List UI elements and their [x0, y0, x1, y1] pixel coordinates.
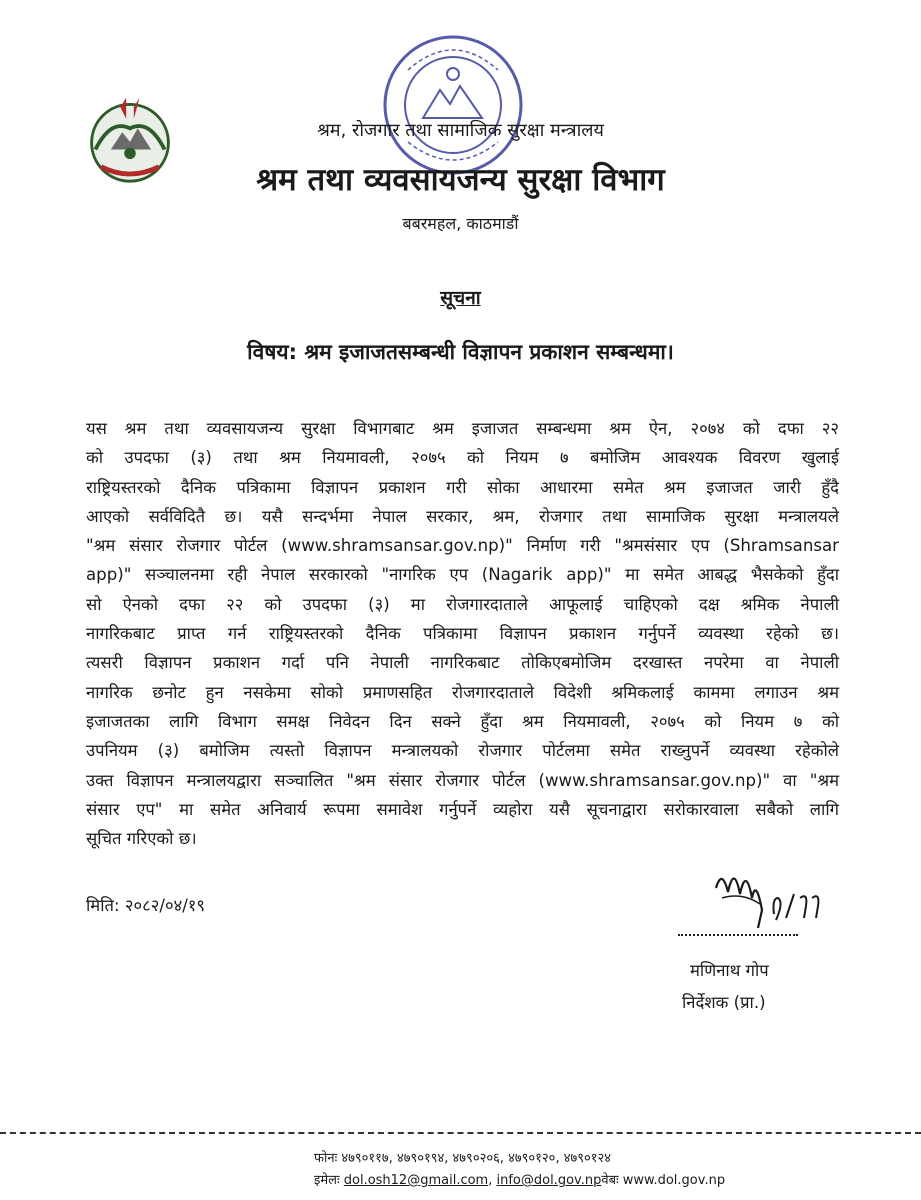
body-line: "श्रम संसार रोजगार पोर्टल (www.shramsansar.gov.np)" निर्माण गरी "श्रमसंसार एप (Shramsansar — [86, 536, 839, 556]
body-line: संसार एप" मा समेत अनिवार्य रूपमा समावेश गर्नुपर्ने व्यहोरा यसै सूचनाद्वारा सरोकारवाला सबैको लागि — [86, 799, 839, 819]
office-address: बबरमहल, काठमाडौं — [402, 214, 519, 233]
notice-date: मिति: २०८२/०४/१९ — [86, 896, 206, 915]
notice-title: सूचना — [440, 287, 481, 309]
email-link-2[interactable]: info@dol.gov.np — [496, 1173, 602, 1188]
body-line: आएको सर्वविदितै छ। यसै सन्दर्भमा नेपाल सरकार, श्रम, रोजगार तथा सामाजिक सुरक्षा मन्त्रालयले — [86, 506, 839, 526]
footer-divider — [0, 1132, 921, 1134]
body-line: सो ऐनको दफा २२ को उपदफा (३) मा रोजगारदाताले आफूलाई चाहिएको दक्ष श्रमिक नेपाली — [86, 594, 839, 614]
body-line: नागरिक छनोट हुन नसकेमा सोको प्रमाणसहित रोजगारदाताले विदेशी श्रमिकलाई काममा लगाउन श्रम — [86, 682, 839, 702]
notice-subject: विषय: श्रम इजाजतसम्बन्धी विज्ञापन प्रकाशन सम्बन्धमा। — [247, 340, 674, 364]
body-line: को उपदफा (३) तथा श्रम नियमावली, २०७५ को नियम ७ बमोजिम आवश्यक विवरण खुलाई — [86, 448, 839, 468]
body-line: यस श्रम तथा व्यवसायजन्य सुरक्षा विभागबाट श्रम इजाजत सम्बन्धमा श्रम ऐन, २०७४ को दफा २२ — [86, 419, 839, 438]
footer-contacts: इमेलः dol.osh12@gmail.com, info@dol.gov.npवेबः www.dol.gov.np — [314, 1173, 726, 1188]
body-line: उपनियम (३) बमोजिम त्यस्तो विज्ञापन मन्त्रालयको रोजगार पोर्टलमा समेत राख्नुपर्ने व्यवस्था रहेकोले — [86, 741, 839, 761]
web-label: वेबः — [601, 1173, 619, 1188]
body-line: app)" सञ्चालनमा रही नेपाल सरकारको "नागरिक एप (Nagarik app)" मा समेत आबद्ध भैसकेको हुँदा — [86, 565, 839, 585]
signature-line — [678, 934, 798, 936]
signatory-name: मणिनाथ गोप — [690, 961, 769, 980]
signatory-title: निर्देशक (प्रा.) — [682, 993, 766, 1012]
footer-phone: फोनः ४७९०११७, ४७९०१९४, ४७९०२०६, ४७९०१२०, ४७९०१२४ — [314, 1151, 612, 1166]
email-link-1[interactable]: dol.osh12@gmail.com — [343, 1173, 489, 1188]
body-line: सूचित गरिएको छ। — [86, 829, 197, 849]
body-line: राष्ट्रियस्तरको दैनिक पत्रिकामा विज्ञापन प्रकाशन गरी सोका आधारमा समेत श्रम इजाजत जारी हुँदै — [86, 477, 839, 497]
email-label: इमेलः — [314, 1173, 340, 1188]
body-line: त्यसरी विज्ञापन प्रकाशन गर्दा पनि नेपाली नागरिकबाट तोकिएबमोजिम दरखास्त नपरेमा वा नेपाली — [86, 653, 839, 673]
body-line: उक्त विज्ञापन मन्त्रालयद्वारा सञ्चालित "श्रम संसार रोजगार पोर्टल (www.shramsansar.gov.np)" वा "श्रम — [86, 770, 839, 790]
body-line: इजाजतका लागि विभाग समक्ष निवेदन दिन सक्ने हुँदा श्रम नियमावली, २०७५ को नियम ७ को — [86, 711, 839, 731]
body-line: नागरिकबाट प्राप्त गर्न राष्ट्रियस्तरको दैनिक पत्रिकामा विज्ञापन प्रकाशन गर्नुपर्ने व्यवस्था रहेको छ। — [86, 624, 839, 644]
handwritten-signature — [712, 858, 842, 938]
notice-body — [86, 414, 839, 853]
ministry-name: श्रम, रोजगार तथा सामाजिक सुरक्षा मन्त्रालय — [317, 120, 604, 141]
department-name: श्रम तथा व्यवसायजन्य सुरक्षा विभाग — [256, 162, 665, 198]
website-link[interactable]: www.dol.gov.np — [622, 1173, 726, 1188]
